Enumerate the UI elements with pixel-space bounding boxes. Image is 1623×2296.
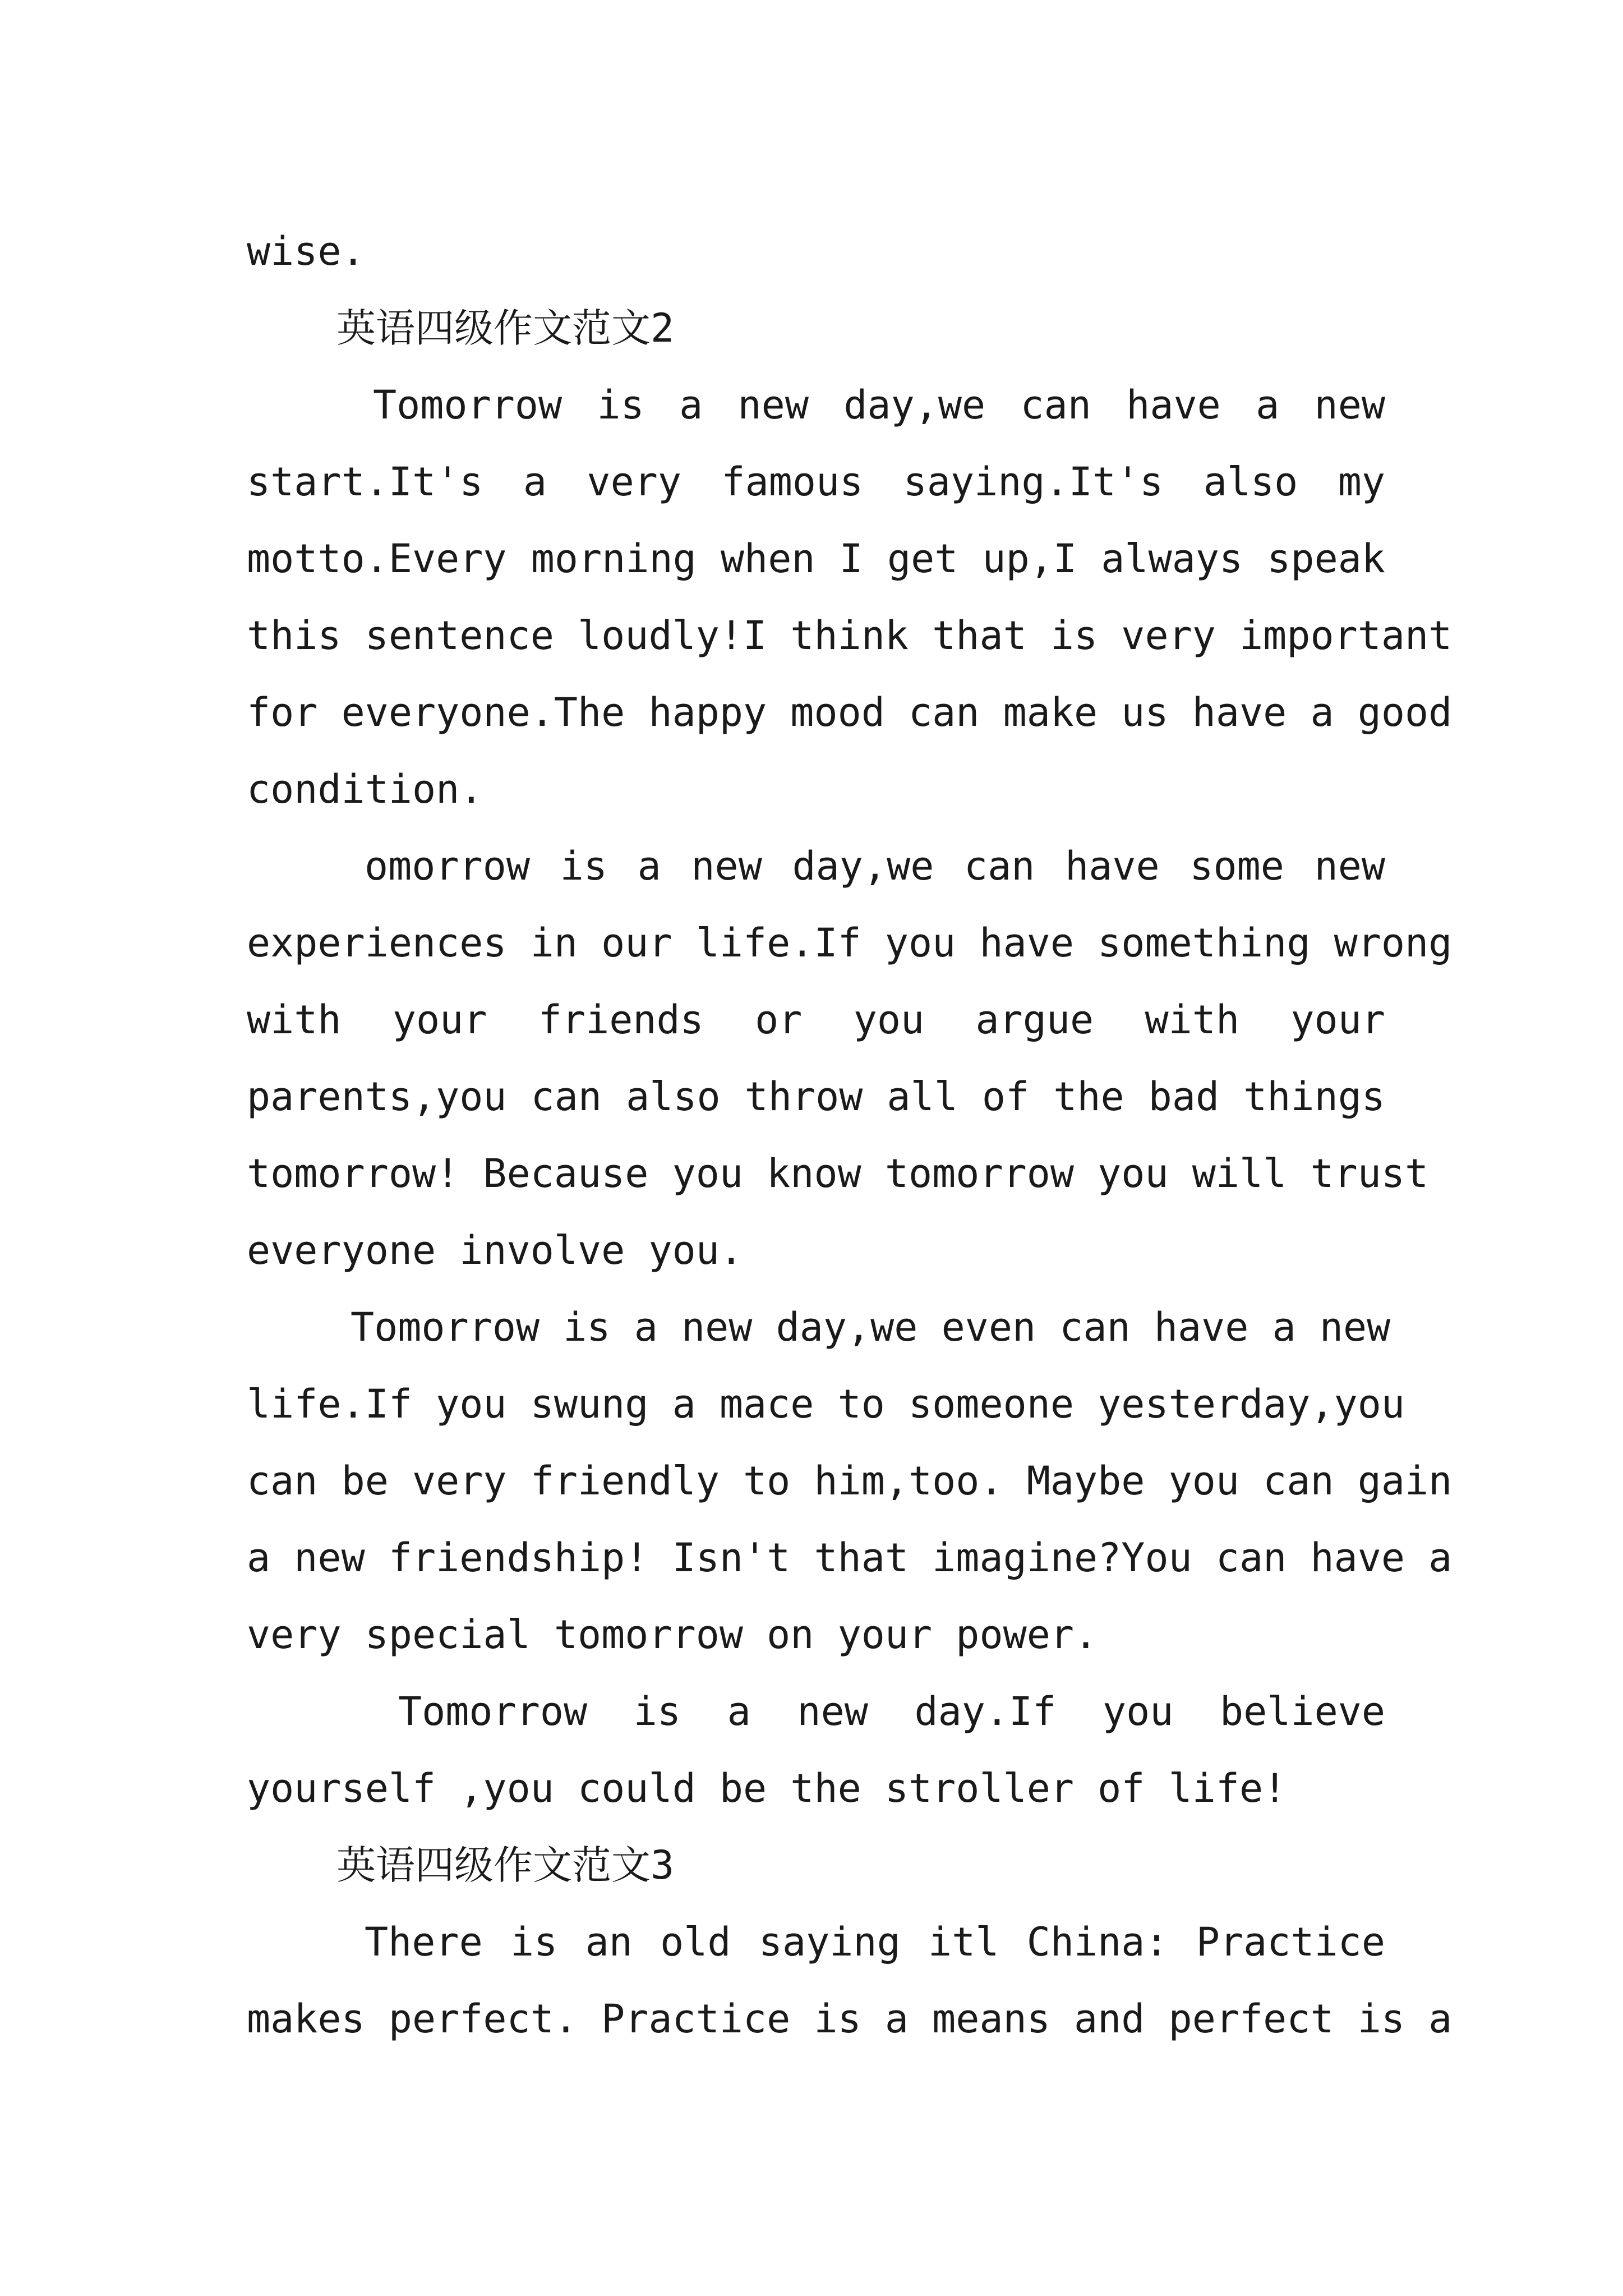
text-line: omorrow is a new day,we can have some new — [365, 843, 1385, 889]
text-line: Tomorrow is a new day.If you believe — [398, 1688, 1385, 1734]
document-page — [247, 213, 1453, 2058]
text-line: start.It's a very famous saying.It's also my — [247, 459, 1385, 505]
text-line: can be very friendly to him,too. Maybe you can gain — [247, 1458, 1453, 1504]
text-line: a new friendship! Isn't that imagine?You can have a — [247, 1535, 1453, 1581]
text-line: makes perfect. Practice is a means and perfect is a — [247, 1996, 1453, 2042]
text-line: motto.Every morning when I get up,I always speak — [247, 536, 1385, 582]
section-heading: 英语四级作文范文3 — [336, 1842, 675, 1888]
text-line: condition. — [247, 766, 483, 812]
text-line: this sentence loudly!I think that is very important — [247, 613, 1453, 659]
text-line: parents,you can also throw all of the bad things — [247, 1074, 1385, 1120]
text-line: everyone involve you. — [247, 1227, 744, 1273]
text-line: wise. — [247, 228, 365, 274]
text-line: experiences in our life.If you have something wrong — [247, 920, 1453, 966]
text-line: There is an old saying itl China: Practice — [365, 1919, 1385, 1965]
text-line: Tomorrow is a new day,we can have a new — [373, 382, 1385, 428]
text-line: with your friends or you argue with your — [247, 997, 1385, 1043]
text-line: life.If you swung a mace to someone yesterday,you — [247, 1381, 1405, 1427]
section-heading: 英语四级作文范文2 — [336, 305, 675, 351]
text-line: for everyone.The happy mood can make us have a good — [247, 689, 1453, 735]
text-line: tomorrow! Because you know tomorrow you will trust — [247, 1151, 1429, 1197]
text-line: very special tomorrow on your power. — [247, 1612, 1098, 1658]
text-line: Tomorrow is a new day,we even can have a new — [351, 1304, 1391, 1350]
text-line: yourself ,you could be the stroller of life! — [247, 1765, 1287, 1811]
